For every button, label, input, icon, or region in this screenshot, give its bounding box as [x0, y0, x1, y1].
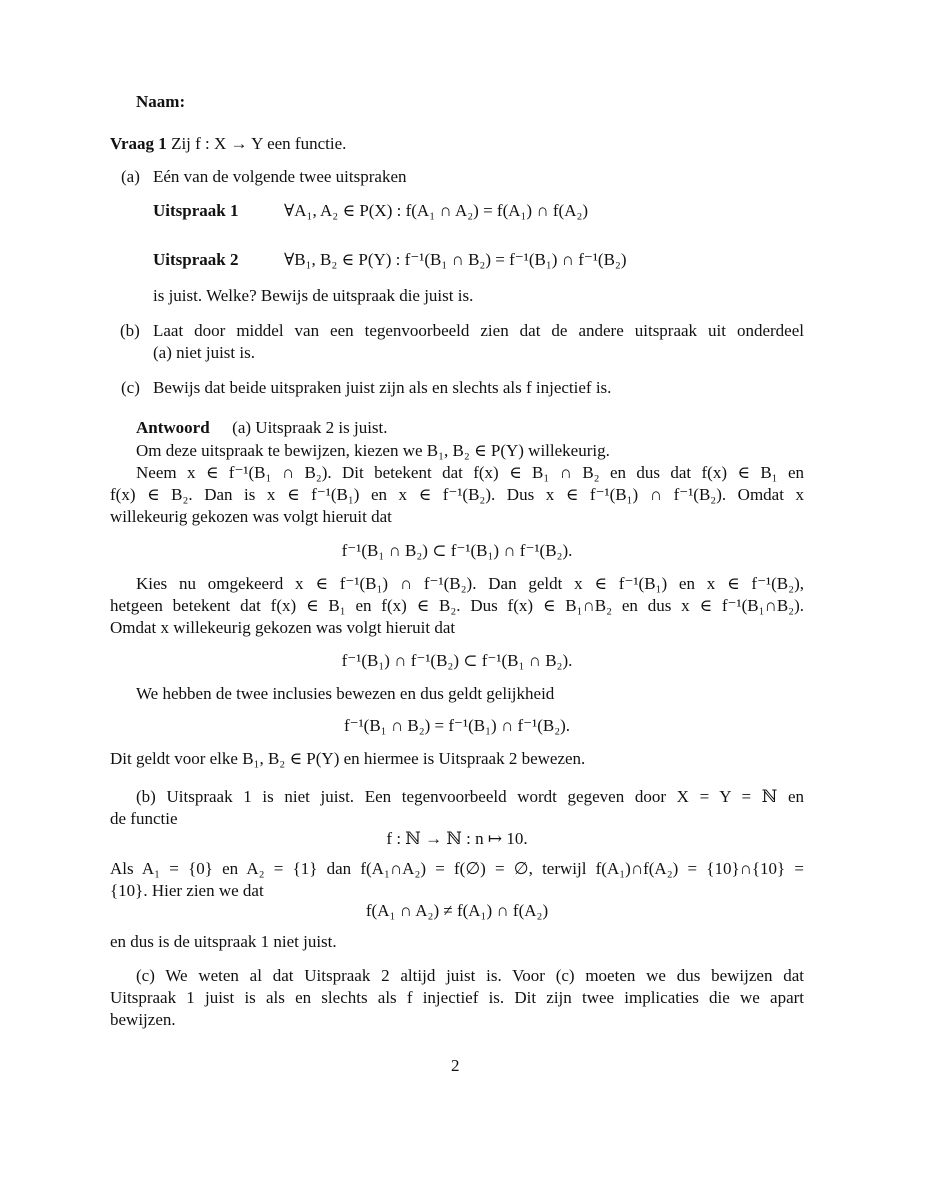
- answer-c-line-3: bewijzen.: [110, 1010, 176, 1029]
- answer-a-line-inclusions: We hebben de twee inclusies bewezen en dus geldt gelijkheid: [136, 684, 555, 703]
- equation-3: f⁻¹(B₁ ∩ B₂) = f⁻¹(B₁) ∩ f⁻¹(B₂).: [343, 716, 571, 735]
- answer-c-line-2: Uitspraak 1 juist is als en slechts als f injectief is. Dit zijn twee implicaties die we apart: [110, 988, 804, 1007]
- part-b-marker: (b): [120, 321, 140, 340]
- equation-2: f⁻¹(B₁) ∩ f⁻¹(B₂) ⊂ f⁻¹(B₁ ∩ B₂).: [341, 651, 573, 670]
- answer-a2-line-2: hetgeen betekent dat f(x) ∈ B₁ en f(x) ∈ B₂. Dus f(x) ∈ B₁∩B₂ en dus x ∈ f⁻¹(B₁∩B₂).: [110, 596, 804, 615]
- statement2-label: Uitspraak 2: [153, 250, 239, 269]
- part-b-line-1: Laat door middel van een tegenvoorbeeld zien dat de andere uitspraak uit onderdeel: [153, 321, 804, 340]
- answer-a-line-1: (a) Uitspraak 2 is juist.: [232, 418, 388, 437]
- answer-heading-line: [136, 417, 388, 439]
- part-a-closing: is juist. Welke? Bewijs de uitspraak die juist is.: [153, 286, 474, 305]
- answer-a2-line-3: Omdat x willekeurig gekozen was volgt hieruit dat: [110, 618, 456, 637]
- equation-4: f : ℕ → ℕ : n ↦ 10.: [386, 829, 528, 848]
- part-a-marker: (a): [121, 167, 140, 186]
- statement1-label: Uitspraak 1: [153, 201, 239, 220]
- answer-a-line-5: willekeurig gekozen was volgt hieruit dat: [110, 507, 392, 526]
- answer-a-line-2: Om deze uitspraak te bewijzen, kiezen we B₁, B₂ ∈ P(Y) willekeurig.: [136, 441, 610, 460]
- answer-c-line-1: (c) We weten al dat Uitspraak 2 altijd juist is. Voor (c) moeten we dus bewijzen dat: [136, 966, 804, 985]
- page-number: 2: [451, 1056, 460, 1075]
- part-a-text: Eén van de volgende twee uitspraken: [153, 167, 407, 186]
- answer-a-line-3: Neem x ∈ f⁻¹(B₁ ∩ B₂). Dit betekent dat f(x) ∈ B₁ ∩ B₂ en dus dat f(x) ∈ B₁ en: [136, 463, 804, 482]
- statement1: ∀A₁, A₂ ∈ P(X) : f(A₁ ∩ A₂) = f(A₁) ∩ f(A₂): [284, 201, 589, 220]
- answer-b-line-3: Als A₁ = {0} en A₂ = {1} dan f(A₁∩A₂) = f(∅) = ∅, terwijl f(A₁)∩f(A₂) = {10}∩{10} =: [110, 859, 804, 878]
- part-c-text: Bewijs dat beide uitspraken juist zijn als en slechts als f injectief is.: [153, 378, 612, 397]
- equation-5: f(A₁ ∩ A₂) ≠ f(A₁) ∩ f(A₂): [365, 901, 549, 920]
- part-c-marker: (c): [121, 378, 140, 397]
- answer-a2-line-1: Kies nu omgekeerd x ∈ f⁻¹(B₁) ∩ f⁻¹(B₂). Dan geldt x ∈ f⁻¹(B₁) en x ∈ f⁻¹(B₂),: [136, 574, 804, 593]
- question-intro: Zij f : X → Y een functie.: [171, 134, 347, 153]
- part-b-line-2: (a) niet juist is.: [153, 343, 255, 362]
- statement2: ∀B₁, B₂ ∈ P(Y) : f⁻¹(B₁ ∩ B₂) = f⁻¹(B₁) ∩ f⁻¹(B₂): [284, 250, 627, 269]
- answer-b-line-4: {10}. Hier zien we dat: [110, 881, 264, 900]
- equation-1: f⁻¹(B₁ ∩ B₂) ⊂ f⁻¹(B₁) ∩ f⁻¹(B₂).: [341, 541, 573, 560]
- question-intro-line: [110, 133, 346, 155]
- answer-b-line-2: de functie: [110, 809, 178, 828]
- answer-a-conclusion: Dit geldt voor elke B₁, B₂ ∈ P(Y) en hiermee is Uitspraak 2 bewezen.: [110, 749, 586, 768]
- question-label: Vraag 1: [110, 134, 167, 153]
- name-label: Naam:: [136, 92, 186, 111]
- answer-b-line-5: en dus is de uitspraak 1 niet juist.: [110, 932, 337, 951]
- answer-label: Antwoord: [136, 418, 210, 437]
- answer-a-line-4: f(x) ∈ B₂. Dan is x ∈ f⁻¹(B₁) en x ∈ f⁻¹(B₂). Dus x ∈ f⁻¹(B₁) ∩ f⁻¹(B₂). Omdat x: [110, 485, 804, 504]
- answer-b-line-1: (b) Uitspraak 1 is niet juist. Een tegenvoorbeeld wordt gegeven door X = Y = ℕ en: [136, 787, 804, 806]
